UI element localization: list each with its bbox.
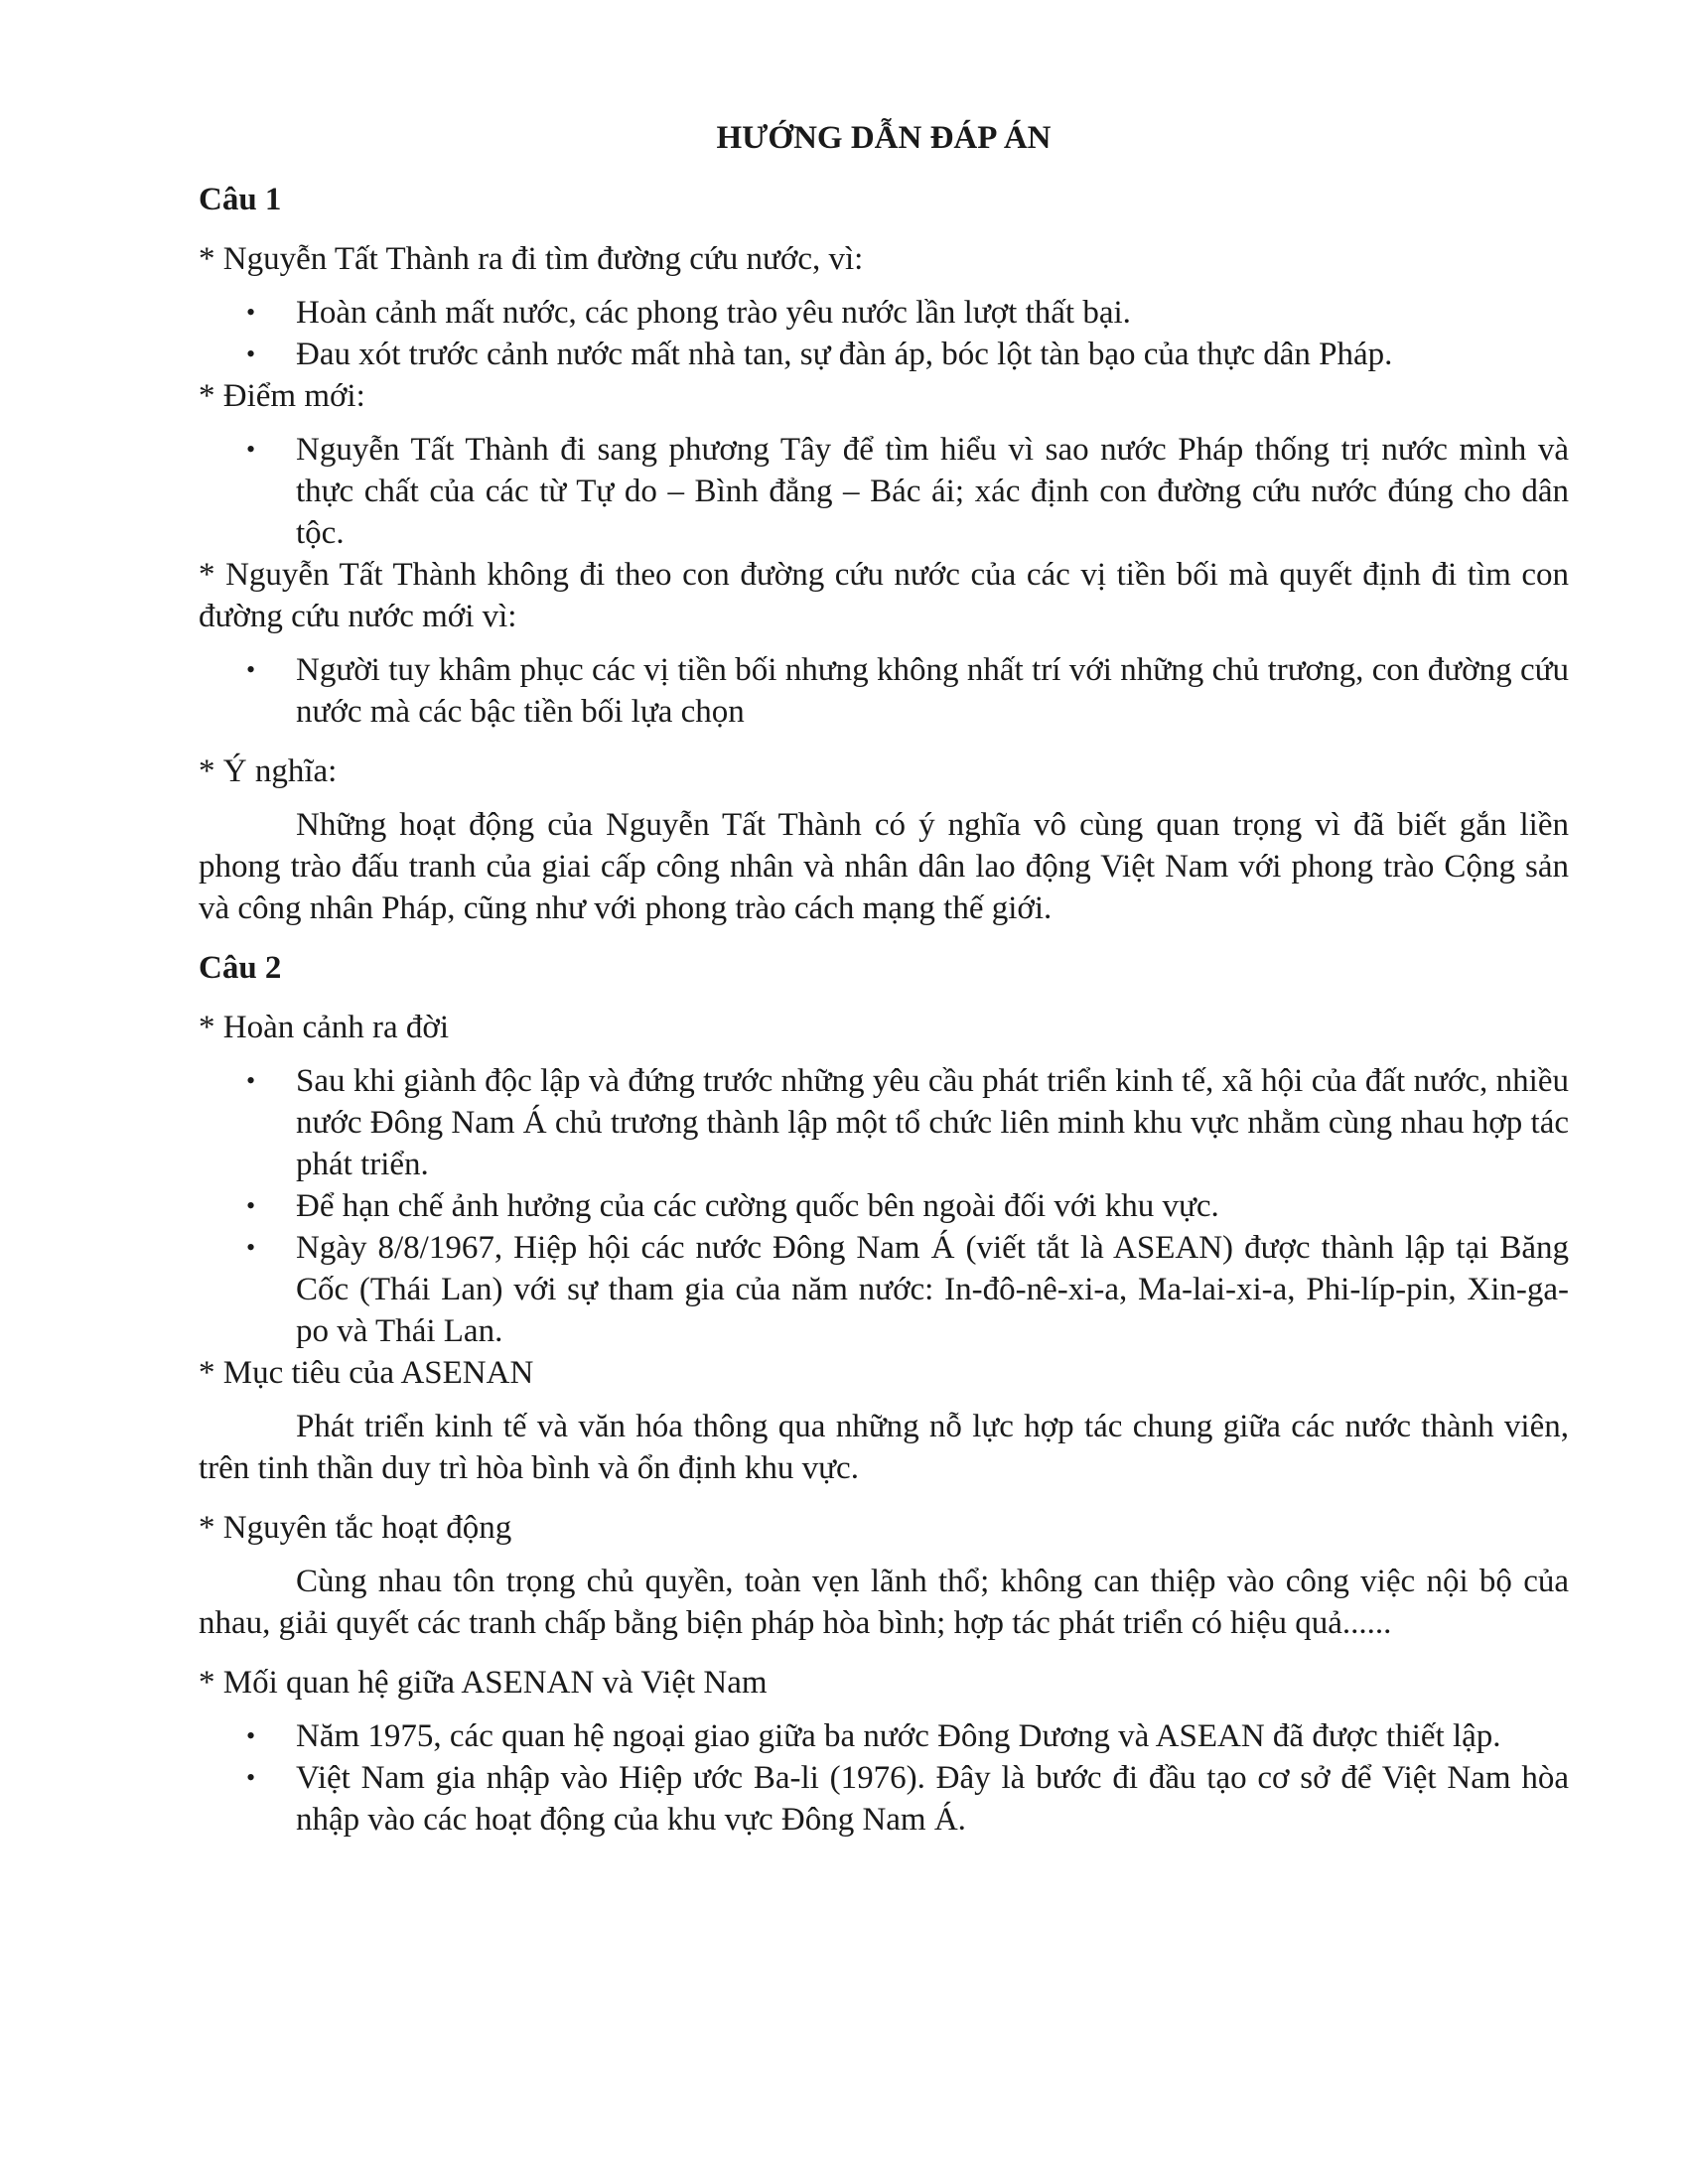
list-item: • Nguyễn Tất Thành đi sang phương Tây để tìm hiểu vì sao nước Pháp thống trị nước mình và thực chất của các từ Tự do – Bình đẳng – Bác ái; xác định con đường cứu nước đúng cho dân tộc. [199,429,1569,554]
q1-new-points-list [199,429,1569,554]
q2-goal-text: Phát triển kinh tế và văn hóa thông qua những nỗ lực hợp tác chung giữa các nước thành viên, trên tinh thần duy trì hòa bình và ổn định khu vực. [199,1409,1569,1486]
q2-goal-label: * Mục tiêu của ASENAN [199,1355,534,1391]
q1-diff-label: * Nguyễn Tất Thành không đi theo con đường cứu nước của các vị tiền bối mà quyết định đi tìm con đường cứu nước mới vì: [199,557,1569,634]
q1-diff-points-list [199,649,1569,733]
q2-principle-text: Cùng nhau tôn trọng chủ quyền, toàn vẹn lãnh thổ; không can thiệp vào công việc nội bộ của nhau, giải quyết các tranh chấp bằng biện pháp hòa bình; hợp tác phát triển có hiệu quả...... [199,1564,1569,1641]
list-item: • Sau khi giành độc lập và đứng trước những yêu cầu phát triển kinh tế, xã hội của đất nước, nhiều nước Đông Nam Á chủ trương thành lập một tổ chức liên minh khu vực nhằm cùng nhau hợp tác phát triển. [199,1060,1569,1185]
q2-principle-label: * Nguyên tắc hoạt động [199,1510,512,1546]
list-item: • Để hạn chế ảnh hưởng của các cường quốc bên ngoài đối với khu vực. [199,1185,1569,1227]
document-page [199,117,1569,1841]
list-item: • Việt Nam gia nhập vào Hiệp ước Ba-li (1976). Đây là bước đi đầu tạo cơ sở để Việt Nam hòa nhập vào các hoạt động của khu vực Đông Nam Á. [199,1757,1569,1841]
q1-meaning-text: Những hoạt động của Nguyễn Tất Thành có ý nghĩa vô cùng quan trọng vì đã biết gắn liền phong trào đấu tranh của giai cấp công nhân và nhân dân lao động Việt Nam với phong trào Cộng sản và công nhân Pháp, cũng như với phong trào cách mạng thế giới. [199,807,1569,926]
q2-context-label: * Hoàn cảnh ra đời [199,1010,450,1045]
q2-context-list [199,1060,1569,1352]
q1-meaning-label: * Ý nghĩa: [199,753,338,789]
q1-reasons-list [199,292,1569,375]
list-item: • Năm 1975, các quan hệ ngoại giao giữa ba nước Đông Dương và ASEAN đã được thiết lập. [199,1715,1569,1757]
q1-new-label: * Điểm mới: [199,378,365,414]
list-item: • Ngày 8/8/1967, Hiệp hội các nước Đông Nam Á (viết tắt là ASEAN) được thành lập tại Băng Cốc (Thái Lan) với sự tham gia của năm nước: In-đô-nê-xi-a, Ma-lai-xi-a, Phi-líp-pin, Xin-ga-po và Thái Lan. [199,1227,1569,1352]
list-item: • Hoàn cảnh mất nước, các phong trào yêu nước lần lượt thất bại. [199,292,1569,334]
document-title: HƯỚNG DẪN ĐÁP ÁN [716,120,1052,156]
list-item: • Người tuy khâm phục các vị tiền bối nhưng không nhất trí với những chủ trương, con đường cứu nước mà các bậc tiền bối lựa chọn [199,649,1569,733]
q1-reasons-label: * Nguyễn Tất Thành ra đi tìm đường cứu nước, vì: [199,241,864,277]
question-1-heading: Câu 1 [199,182,282,217]
q2-relation-list [199,1715,1569,1841]
list-item: • Đau xót trước cảnh nước mất nhà tan, sự đàn áp, bóc lột tàn bạo của thực dân Pháp. [199,334,1569,375]
question-2-heading: Câu 2 [199,950,282,986]
q2-relation-label: * Mối quan hệ giữa ASENAN và Việt Nam [199,1665,768,1701]
